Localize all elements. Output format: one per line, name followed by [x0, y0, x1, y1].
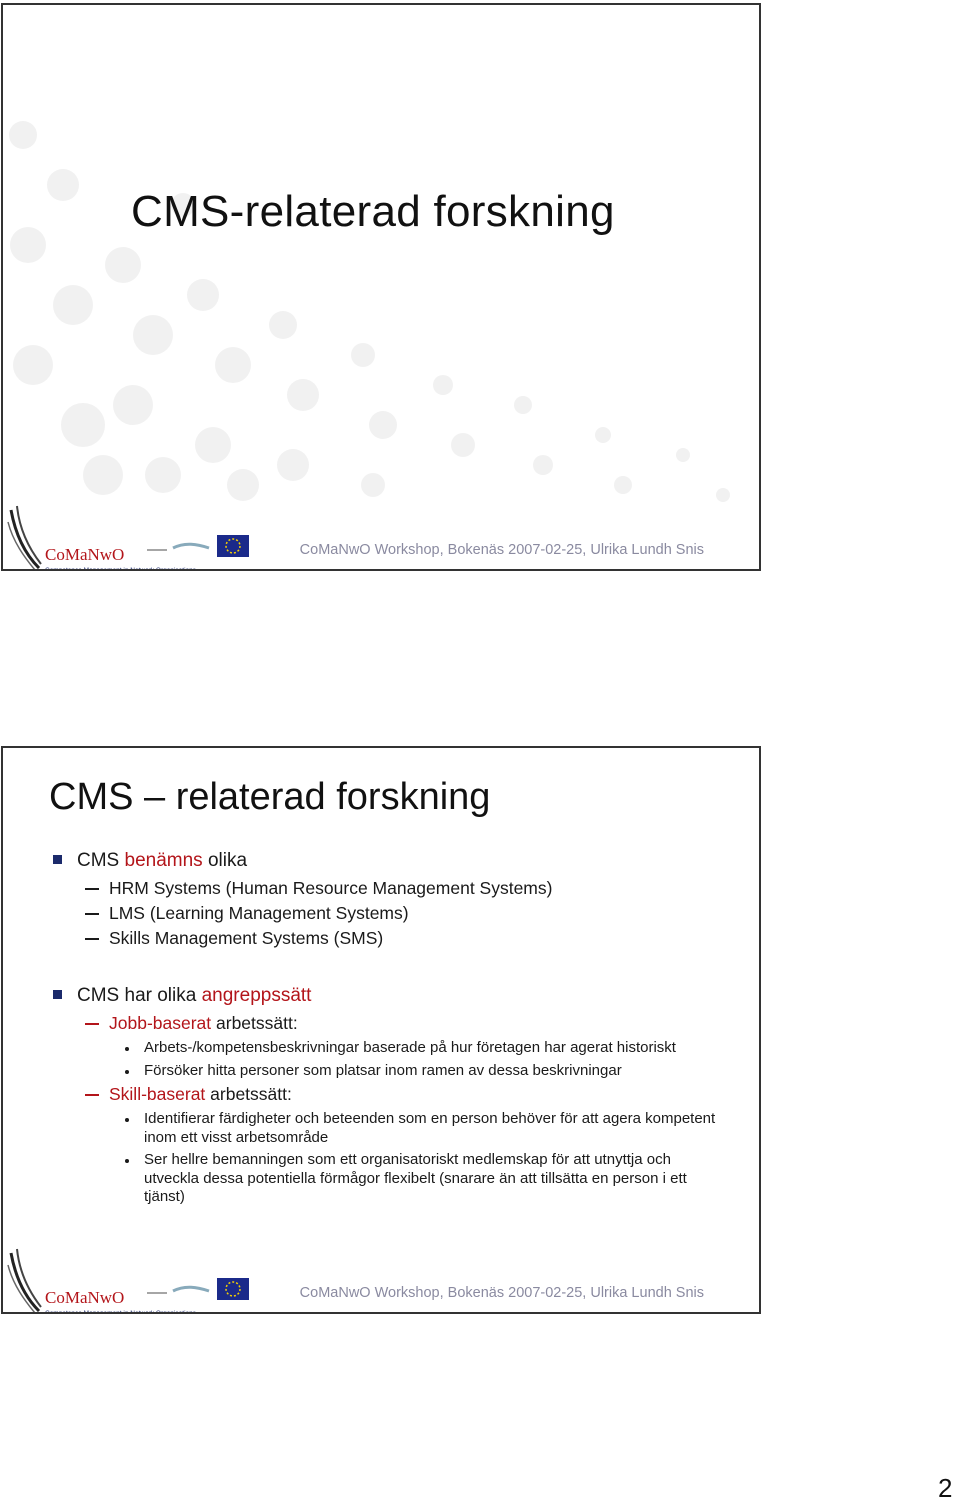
svg-text:CoMaNwO: CoMaNwO: [45, 1288, 125, 1307]
comanwo-logo: [5, 502, 255, 574]
slide-footer: CoMaNwO Workshop, Bokenäs 2007-02-25, Ulrika Lundh Snis: [299, 1285, 704, 1301]
slide-2: [1, 746, 761, 1317]
svg-text:Competence Management in Netwo: Competence Management in Network Organisations: [45, 1310, 197, 1317]
highlight-text: benämns: [124, 850, 203, 871]
dot-pattern-background: [3, 5, 761, 505]
highlight-text: angreppssätt: [201, 985, 312, 1006]
bullet-level-1: CMS har olika angreppssätt: [49, 983, 739, 1009]
dot-bullet-icon: [125, 1047, 129, 1051]
square-bullet-icon: [53, 855, 62, 864]
dash-bullet-icon: [85, 1023, 99, 1025]
bullet-level-1: CMS benämns olika: [49, 848, 739, 874]
bullet-level-2: Skill-baserat arbetssätt:: [49, 1082, 739, 1107]
bullet-level-3: Arbets-/kompetensbeskrivningar baserade på hur företagen har agerat historiskt: [49, 1039, 739, 1058]
slide-title: CMS – relaterad forskning: [49, 776, 491, 818]
page-number: 2: [938, 1473, 953, 1503]
highlight-text: Skill-baserat: [109, 1084, 206, 1104]
square-bullet-icon: [53, 990, 62, 999]
dot-bullet-icon: [125, 1070, 129, 1074]
bullet-level-3: Ser hellre bemanningen som ett organisatoriskt medlemskap för att utnyttja och utveckla dessa potentiella förmågor flexibelt (snarare än att tillsätta en person i ett tjänst): [49, 1151, 739, 1207]
bullet-level-2: HRM Systems (Human Resource Management Systems): [49, 876, 739, 901]
svg-text:Competence Management in Netwo: Competence Management in Network Organisations: [45, 567, 197, 574]
bullet-level-2: Skills Management Systems (SMS): [49, 926, 739, 951]
dash-bullet-icon: [85, 1094, 99, 1096]
dash-bullet-icon: [85, 913, 99, 915]
bullet-level-3: Försöker hitta personer som platsar inom ramen av dessa beskrivningar: [49, 1062, 739, 1081]
slide-title: CMS-relaterad forskning: [131, 187, 615, 236]
bullet-level-3: Identifierar färdigheter och beteenden som en person behöver för att agera kompetent inom ett visst arbetsområde: [49, 1110, 739, 1147]
slide-1: [1, 3, 761, 574]
svg-text:CoMaNwO: CoMaNwO: [45, 545, 125, 564]
dot-bullet-icon: [125, 1118, 129, 1122]
bullet-level-2: Jobb-baserat arbetssätt:: [49, 1011, 739, 1036]
dot-bullet-icon: [125, 1159, 129, 1163]
comanwo-logo: [5, 1245, 255, 1317]
slide-footer: CoMaNwO Workshop, Bokenäs 2007-02-25, Ulrika Lundh Snis: [299, 542, 704, 558]
slide-content: [49, 848, 739, 1207]
bullet-level-2: LMS (Learning Management Systems): [49, 901, 739, 926]
dash-bullet-icon: [85, 938, 99, 940]
highlight-text: Jobb-baserat: [109, 1013, 212, 1033]
dash-bullet-icon: [85, 888, 99, 890]
